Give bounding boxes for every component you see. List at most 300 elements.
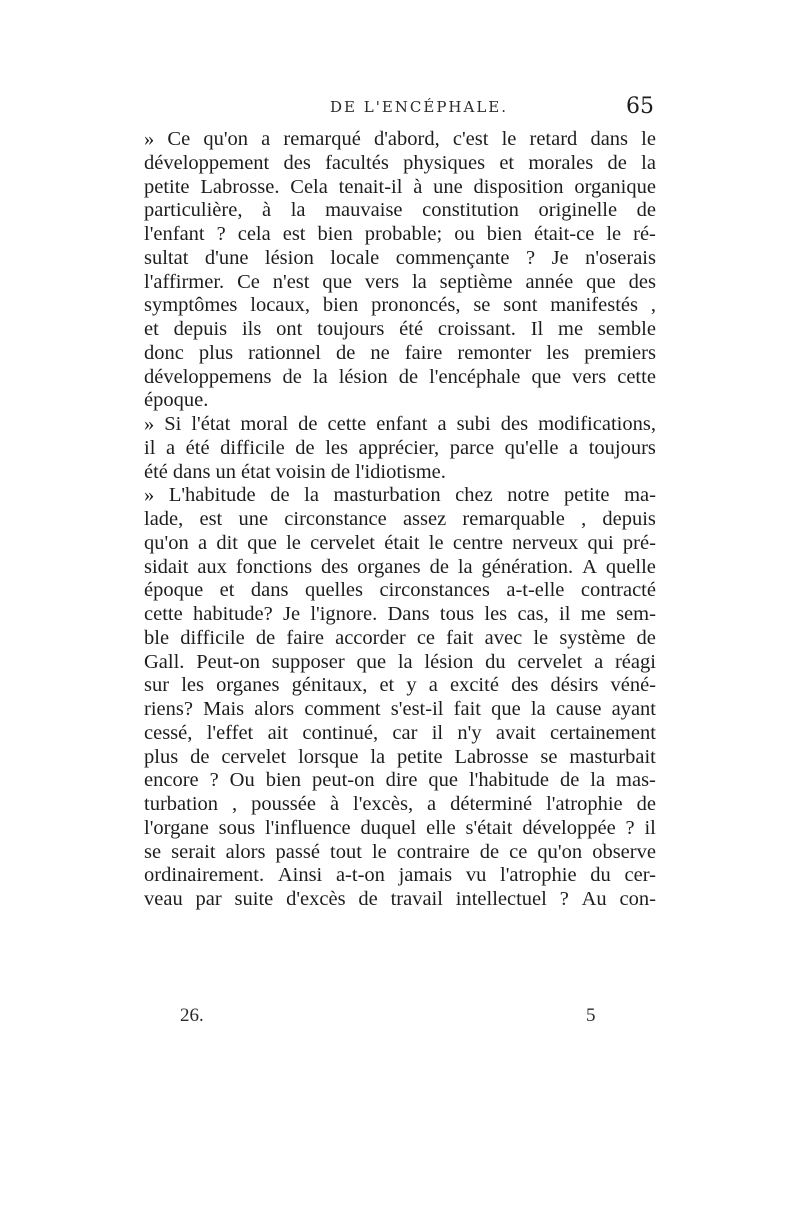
word: une — [433, 175, 463, 198]
word: accorder — [335, 626, 406, 649]
word: à — [329, 793, 340, 815]
word: que — [428, 769, 459, 792]
word: a — [165, 436, 176, 459]
word: été — [399, 318, 424, 340]
word: à — [413, 175, 423, 198]
word: ils — [241, 318, 262, 340]
word: année — [525, 270, 574, 293]
word: cessé, — [144, 721, 193, 744]
page-number: 65 — [626, 94, 654, 119]
word: » — [144, 128, 155, 150]
word: chez — [455, 484, 493, 507]
word: Peut-on — [196, 650, 260, 673]
word: époque — [144, 579, 204, 602]
word: réagi — [614, 650, 656, 673]
word: bien — [322, 294, 359, 317]
word: été — [185, 436, 210, 459]
word: me — [558, 318, 584, 340]
word: l'excès, — [353, 793, 414, 815]
word: dans — [250, 579, 289, 602]
word: dire — [385, 769, 418, 792]
text-line — [144, 199, 656, 223]
word: que — [586, 270, 616, 293]
word: des — [511, 674, 539, 697]
word: sidait — [144, 555, 189, 578]
word: premiers — [584, 341, 656, 364]
word: cervelet — [517, 650, 583, 673]
text-line — [144, 342, 656, 366]
text-line — [144, 508, 656, 532]
word: de — [429, 555, 449, 578]
word: et — [499, 151, 515, 174]
text-line — [144, 817, 656, 841]
word: Ce — [167, 128, 191, 150]
word: ? — [526, 246, 536, 269]
word: centre — [452, 531, 503, 554]
word: du — [590, 864, 611, 887]
word: intellectuel — [455, 888, 547, 910]
word: développement — [144, 151, 270, 174]
word: cette — [327, 413, 367, 435]
text-line — [144, 841, 656, 865]
word: la — [290, 199, 306, 222]
word: été — [144, 460, 168, 483]
word: retard — [529, 128, 578, 150]
word: passé — [275, 840, 320, 863]
word: ne — [370, 341, 390, 364]
word: le — [371, 840, 387, 863]
word: se — [540, 745, 558, 768]
word: serait — [171, 840, 216, 863]
word: de — [636, 626, 656, 649]
word: système — [559, 626, 626, 649]
word: ma- — [624, 484, 656, 507]
word: jamais — [398, 864, 453, 887]
body-text — [144, 128, 656, 912]
word: d'excès — [286, 888, 346, 910]
word: fait — [453, 698, 481, 720]
word: y — [406, 674, 417, 697]
word: organique — [574, 175, 656, 198]
word: des — [321, 555, 349, 578]
word: déterminé — [450, 793, 533, 815]
word: la — [590, 769, 606, 792]
word: génitaux, — [291, 674, 368, 697]
word: de — [330, 460, 351, 483]
word: » — [144, 484, 155, 507]
word: vers — [572, 365, 607, 388]
word: donc — [144, 341, 184, 364]
word: que — [247, 531, 277, 554]
text-line — [144, 579, 656, 603]
text-line — [144, 556, 656, 580]
word: cette — [617, 365, 656, 388]
word: sur — [144, 674, 170, 697]
text-line — [144, 318, 656, 342]
text-line — [144, 746, 656, 770]
word: l'habitude — [468, 769, 549, 792]
word: la — [397, 650, 413, 673]
text-line — [144, 484, 656, 508]
text-line — [144, 247, 656, 271]
word: de — [358, 888, 378, 910]
word: n'y — [457, 721, 482, 744]
word: est — [282, 223, 306, 245]
word: a — [594, 650, 604, 673]
word: les — [325, 436, 348, 459]
word: Ce — [237, 270, 260, 293]
word: se — [473, 294, 491, 317]
word: , — [581, 508, 587, 530]
text-line — [144, 366, 656, 390]
word: avait — [495, 721, 536, 744]
word: l'influence — [264, 816, 351, 839]
word: des — [500, 413, 529, 435]
word: tout — [330, 840, 362, 863]
word: de — [636, 793, 656, 815]
word: turbation — [144, 793, 219, 815]
word: qu'on — [203, 128, 249, 150]
word: n'oserais — [585, 246, 656, 269]
word: de — [270, 484, 290, 507]
word: subi — [456, 413, 491, 435]
word: travail — [390, 888, 443, 910]
word: depuis — [602, 508, 656, 530]
word: encore — [144, 769, 199, 792]
word: toujours — [317, 318, 385, 340]
word: pré- — [622, 531, 656, 554]
word: l'effet — [206, 721, 254, 744]
word: l'état — [191, 413, 231, 435]
word: cervelet — [310, 531, 375, 554]
word: moral — [240, 413, 289, 435]
word: car — [392, 721, 418, 744]
word: de — [295, 436, 315, 459]
word: de — [190, 745, 210, 768]
text-line — [144, 294, 656, 318]
word: il — [431, 721, 444, 744]
word: d'abord, — [373, 128, 440, 150]
word: cause — [555, 698, 602, 720]
word: sultat — [144, 246, 189, 269]
word: masturbation — [333, 484, 441, 507]
word: Labrosse — [454, 745, 529, 768]
word: le — [428, 531, 444, 554]
word: les — [546, 341, 570, 364]
word: enfant — [376, 413, 428, 435]
word: commençante — [395, 246, 510, 269]
word: que — [356, 650, 387, 673]
word: Je — [551, 246, 569, 269]
word: observe — [592, 840, 656, 863]
word: alors — [225, 840, 266, 863]
word: l'atrophie — [500, 864, 577, 887]
word: sont — [503, 294, 538, 317]
text-line — [144, 128, 656, 152]
word: ordinairement. — [144, 864, 265, 887]
word: l'atrophie — [546, 793, 623, 815]
word: s'était — [465, 816, 513, 839]
word: qu'elle — [504, 436, 559, 459]
word: ayant — [611, 698, 656, 720]
word: Labrosse. — [200, 175, 280, 198]
word: originelle — [538, 199, 618, 222]
word: il — [144, 436, 156, 459]
word: bien — [265, 769, 301, 792]
word: l'idiotisme. — [355, 460, 446, 483]
word: l'encéphale — [429, 365, 521, 388]
word: ait — [267, 721, 289, 744]
word: vu — [465, 864, 487, 887]
word: croissant. — [437, 318, 516, 340]
word: était-ce — [534, 223, 595, 245]
word: Mais — [203, 698, 245, 720]
word: les — [181, 674, 204, 697]
text-line — [144, 532, 656, 556]
word: sem- — [616, 603, 656, 625]
word: septième — [439, 270, 513, 293]
word: apprécier, — [358, 436, 440, 459]
word: morales — [528, 151, 594, 174]
word: Dans — [387, 603, 430, 625]
word: génération. — [481, 555, 574, 578]
word: du — [485, 650, 506, 673]
word: ce — [509, 840, 528, 863]
word: Cela — [290, 175, 328, 198]
word: bien — [486, 223, 523, 245]
word: plus — [144, 745, 179, 768]
word: con- — [619, 888, 656, 910]
word: contracté — [580, 579, 656, 602]
word: la — [411, 270, 427, 293]
word: remarquable — [462, 508, 565, 530]
word: se — [144, 840, 162, 863]
word: ? — [209, 769, 219, 792]
word: sous — [218, 816, 256, 839]
word: qu'on — [537, 840, 583, 863]
word: contraire — [396, 840, 470, 863]
word: peut-on — [311, 769, 375, 792]
word: désirs — [550, 674, 599, 697]
word: a-t-elle — [506, 579, 565, 602]
text-line — [144, 674, 656, 698]
word: mas- — [616, 769, 656, 792]
word: A — [582, 555, 597, 578]
word: la — [312, 365, 328, 388]
word: disposition — [473, 175, 564, 198]
word: s'est-il — [390, 698, 444, 720]
word: de — [398, 365, 419, 388]
word: tenait-il — [338, 175, 403, 198]
word: par — [195, 888, 222, 910]
text-line — [144, 152, 656, 176]
word: de — [479, 840, 500, 863]
word: organes — [357, 555, 421, 578]
word: avec — [484, 626, 523, 649]
word: continué, — [302, 721, 379, 744]
word: a-t-on — [335, 864, 385, 887]
text-line — [144, 793, 656, 817]
word: la — [641, 151, 656, 174]
word: dans — [172, 460, 211, 483]
word: c'est — [452, 128, 489, 150]
word: a — [261, 128, 271, 150]
word: cette — [144, 603, 183, 625]
word: qu'on — [144, 531, 189, 554]
word: duquel — [360, 816, 417, 839]
word: ? — [216, 223, 226, 245]
word: excité — [449, 674, 499, 697]
word: dans — [590, 128, 629, 150]
running-head: DE L'ENCÉPHALE. — [330, 98, 509, 116]
word: symptômes — [144, 294, 238, 317]
word: fait — [446, 626, 474, 649]
word: et — [144, 318, 159, 340]
text-line — [144, 603, 656, 627]
word: Je — [282, 603, 301, 625]
word: mauvaise — [325, 199, 403, 222]
word: remonter — [457, 341, 532, 364]
word: a — [197, 531, 208, 554]
text-line — [144, 389, 656, 413]
word: des — [628, 270, 656, 293]
text-line — [144, 651, 656, 675]
word: parce — [449, 436, 495, 459]
word: dit — [216, 531, 238, 554]
word: ? — [625, 816, 635, 839]
word: ré- — [633, 223, 656, 245]
word: plus — [198, 341, 234, 364]
text-line — [144, 461, 656, 485]
word: particulière, — [144, 199, 243, 222]
word: physiques — [403, 151, 486, 174]
word: a — [437, 413, 447, 435]
word: alors — [254, 698, 295, 720]
word: le — [533, 626, 549, 649]
word: depuis — [173, 318, 228, 340]
word: cela — [237, 223, 271, 245]
text-line — [144, 864, 656, 888]
word: lésion — [264, 246, 314, 269]
word: le — [641, 128, 656, 150]
word: développemens — [144, 365, 272, 388]
word: manifestés — [550, 294, 638, 317]
word: Il — [530, 318, 544, 340]
gathering-mark: 5 — [586, 1005, 596, 1026]
word: une — [238, 508, 269, 530]
word: de — [298, 413, 318, 435]
word: lorsque — [298, 745, 359, 768]
word: Ainsi — [277, 864, 323, 887]
word: circonstance — [284, 508, 387, 530]
text-line — [144, 271, 656, 295]
word: a — [428, 674, 438, 697]
word: la — [530, 698, 546, 720]
word: époque. — [144, 389, 209, 412]
word: à — [262, 199, 272, 222]
word: toujours — [588, 436, 656, 459]
word: la — [457, 555, 473, 578]
word: quelle — [605, 555, 656, 578]
word: l'affirmer. — [144, 270, 225, 293]
word: que — [531, 365, 562, 388]
word: un — [215, 460, 236, 483]
word: assez — [402, 508, 447, 530]
word: difficile — [220, 436, 285, 459]
word: le — [501, 128, 517, 150]
word: masturbait — [569, 745, 656, 768]
word: la — [370, 745, 386, 768]
word: Ou — [229, 769, 255, 792]
word: que — [491, 698, 521, 720]
word: ble — [144, 626, 170, 649]
word: de — [336, 341, 356, 364]
word: ? — [559, 888, 569, 910]
word: la — [304, 484, 319, 507]
word: bien — [317, 223, 353, 245]
word: le — [606, 223, 622, 245]
text-line — [144, 769, 656, 793]
word: le — [286, 531, 301, 554]
word: fonctions — [235, 555, 313, 578]
word: petite — [397, 745, 443, 768]
word: difficile — [180, 626, 245, 649]
word: nerveux — [512, 531, 579, 554]
word: me — [580, 603, 606, 625]
word: aux — [197, 555, 227, 578]
word: constitution — [422, 199, 519, 222]
word: des — [283, 151, 311, 174]
word: d'une — [204, 246, 249, 269]
word: véné- — [610, 674, 656, 697]
word: de — [636, 199, 656, 222]
word: organes — [216, 674, 280, 697]
word: de — [282, 365, 302, 388]
word: ont — [276, 318, 303, 340]
word: que — [322, 270, 352, 293]
word: Gall. — [144, 650, 185, 673]
word: lésion — [338, 365, 388, 388]
word: suite — [234, 888, 274, 910]
signature-mark: 26. — [180, 1005, 204, 1026]
word: ou — [454, 223, 475, 245]
word: certainement — [550, 721, 656, 744]
word: supposer — [271, 650, 345, 673]
word: l'enfant — [144, 223, 205, 245]
word: riens? — [144, 698, 193, 720]
word: Au — [581, 888, 607, 910]
text-line — [144, 698, 656, 722]
word: de — [255, 626, 276, 649]
word: de — [607, 151, 627, 174]
word: , — [231, 793, 238, 815]
word: elle — [426, 816, 456, 839]
word: prononcés, — [371, 294, 461, 317]
word: l'ignore. — [310, 603, 378, 625]
text-line — [144, 437, 656, 461]
word: quelles — [304, 579, 364, 602]
text-line — [144, 888, 656, 912]
word: les — [484, 603, 508, 625]
word: probable; — [364, 223, 443, 245]
text-line — [144, 176, 656, 200]
word: vers — [364, 270, 400, 293]
word: poussée — [251, 793, 316, 815]
word: rationnel — [248, 341, 321, 364]
word: état — [240, 460, 271, 483]
word: notre — [507, 484, 550, 507]
word: » — [144, 413, 155, 435]
